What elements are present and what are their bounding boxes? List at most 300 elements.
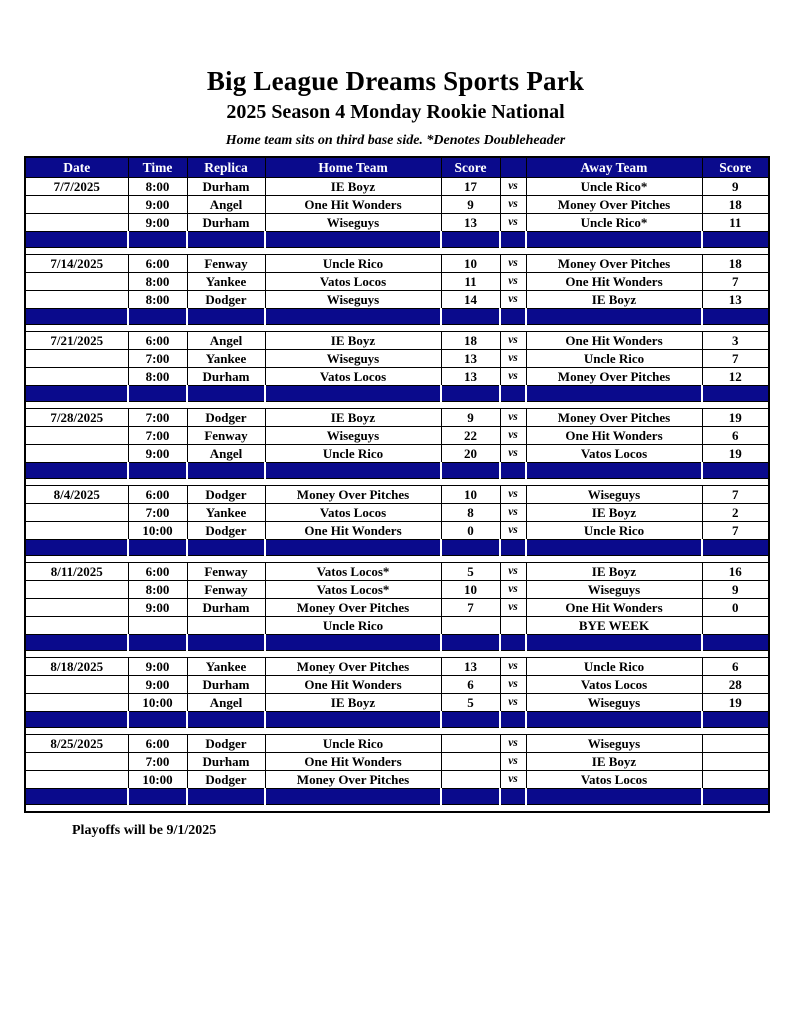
time-cell: 7:00 — [128, 350, 187, 368]
vs-cell: vs — [500, 581, 526, 599]
separator-cell — [187, 232, 265, 248]
separator-row — [25, 789, 769, 805]
separator-cell — [187, 635, 265, 651]
separator-cell — [25, 232, 128, 248]
away-score-cell: 28 — [702, 676, 769, 694]
vs-cell: vs — [500, 291, 526, 309]
date-cell — [25, 676, 128, 694]
separator-cell — [500, 309, 526, 325]
date-cell — [25, 214, 128, 232]
vs-cell: vs — [500, 753, 526, 771]
separator-cell — [187, 540, 265, 556]
vs-cell: vs — [500, 504, 526, 522]
replica-cell: Dodger — [187, 291, 265, 309]
away-team-cell: Uncle Rico — [526, 350, 702, 368]
home-team-cell: One Hit Wonders — [265, 196, 441, 214]
home-team-cell: Wiseguys — [265, 214, 441, 232]
home-score-cell: 10 — [441, 255, 500, 273]
separator-cell — [265, 463, 441, 479]
game-row — [25, 368, 769, 386]
replica-cell: Dodger — [187, 522, 265, 540]
replica-cell: Yankee — [187, 273, 265, 291]
away-score-cell: 16 — [702, 563, 769, 581]
separator-cell — [526, 309, 702, 325]
away-score-cell: 19 — [702, 409, 769, 427]
time-cell: 6:00 — [128, 255, 187, 273]
date-cell: 8/25/2025 — [25, 735, 128, 753]
separator-row — [25, 540, 769, 556]
game-row — [25, 332, 769, 350]
spacer-cell — [25, 556, 769, 563]
separator-cell — [702, 540, 769, 556]
vs-cell: vs — [500, 599, 526, 617]
vs-cell: vs — [500, 694, 526, 712]
replica-cell: Durham — [187, 368, 265, 386]
home-team-cell: Wiseguys — [265, 350, 441, 368]
away-score-cell: 12 — [702, 368, 769, 386]
game-row — [25, 599, 769, 617]
away-score-cell: 19 — [702, 445, 769, 463]
replica-cell: Fenway — [187, 563, 265, 581]
separator-cell — [500, 540, 526, 556]
separator-cell — [441, 232, 500, 248]
time-cell: 9:00 — [128, 658, 187, 676]
game-row — [25, 214, 769, 232]
col-header-home-score: Score — [441, 157, 500, 178]
vs-cell: vs — [500, 563, 526, 581]
date-cell — [25, 350, 128, 368]
game-row — [25, 504, 769, 522]
home-team-cell: Money Over Pitches — [265, 658, 441, 676]
date-cell: 7/14/2025 — [25, 255, 128, 273]
replica-cell: Yankee — [187, 658, 265, 676]
separator-row — [25, 232, 769, 248]
date-cell — [25, 617, 128, 635]
separator-cell — [526, 386, 702, 402]
playoffs-note: Playoffs will be 9/1/2025 — [72, 823, 217, 838]
separator-cell — [128, 463, 187, 479]
date-cell — [25, 291, 128, 309]
home-team-cell: Uncle Rico — [265, 735, 441, 753]
replica-cell: Durham — [187, 599, 265, 617]
separator-cell — [265, 540, 441, 556]
home-team-cell: IE Boyz — [265, 409, 441, 427]
home-score-cell: 9 — [441, 196, 500, 214]
separator-cell — [702, 232, 769, 248]
spacer-row — [25, 651, 769, 658]
vs-cell: vs — [500, 273, 526, 291]
replica-cell: Dodger — [187, 486, 265, 504]
time-cell: 9:00 — [128, 599, 187, 617]
home-score-cell: 8 — [441, 504, 500, 522]
vs-cell: vs — [500, 214, 526, 232]
col-header-replica: Replica — [187, 157, 265, 178]
away-score-cell: 6 — [702, 427, 769, 445]
spacer-row — [25, 402, 769, 409]
separator-cell — [441, 635, 500, 651]
col-header-time: Time — [128, 157, 187, 178]
game-row — [25, 255, 769, 273]
home-score-cell: 9 — [441, 409, 500, 427]
replica-cell: Durham — [187, 178, 265, 196]
away-score-cell: 18 — [702, 196, 769, 214]
separator-cell — [187, 712, 265, 728]
vs-cell: vs — [500, 522, 526, 540]
home-score-cell: 11 — [441, 273, 500, 291]
home-team-cell: Vatos Locos* — [265, 563, 441, 581]
separator-cell — [702, 635, 769, 651]
home-score-cell — [441, 753, 500, 771]
spacer-row — [25, 728, 769, 735]
home-team-cell: IE Boyz — [265, 332, 441, 350]
time-cell: 10:00 — [128, 522, 187, 540]
separator-cell — [500, 463, 526, 479]
away-score-cell: 7 — [702, 522, 769, 540]
away-score-cell: 9 — [702, 178, 769, 196]
away-team-cell: Uncle Rico* — [526, 178, 702, 196]
vs-cell: vs — [500, 445, 526, 463]
replica-cell: Dodger — [187, 771, 265, 789]
away-score-cell: 6 — [702, 658, 769, 676]
date-cell — [25, 599, 128, 617]
away-team-cell: Uncle Rico* — [526, 214, 702, 232]
game-row — [25, 291, 769, 309]
date-cell — [25, 522, 128, 540]
vs-cell — [500, 617, 526, 635]
separator-row — [25, 309, 769, 325]
away-score-cell — [702, 617, 769, 635]
time-cell: 7:00 — [128, 753, 187, 771]
separator-cell — [265, 712, 441, 728]
game-row — [25, 409, 769, 427]
replica-cell: Durham — [187, 676, 265, 694]
time-cell: 6:00 — [128, 563, 187, 581]
home-team-cell: Uncle Rico — [265, 617, 441, 635]
spacer-row — [25, 805, 769, 813]
time-cell: 6:00 — [128, 735, 187, 753]
game-row — [25, 522, 769, 540]
away-score-cell: 9 — [702, 581, 769, 599]
home-score-cell: 10 — [441, 581, 500, 599]
away-team-cell: IE Boyz — [526, 504, 702, 522]
replica-cell — [187, 617, 265, 635]
replica-cell: Yankee — [187, 350, 265, 368]
home-team-cell: Uncle Rico — [265, 445, 441, 463]
separator-cell — [128, 789, 187, 805]
col-header-home-team: Home Team — [265, 157, 441, 178]
away-score-cell: 18 — [702, 255, 769, 273]
separator-cell — [265, 635, 441, 651]
away-team-cell: One Hit Wonders — [526, 427, 702, 445]
date-cell: 8/11/2025 — [25, 563, 128, 581]
away-team-cell: One Hit Wonders — [526, 273, 702, 291]
home-team-cell: Uncle Rico — [265, 255, 441, 273]
separator-cell — [702, 309, 769, 325]
time-cell: 9:00 — [128, 214, 187, 232]
home-team-cell: IE Boyz — [265, 694, 441, 712]
separator-cell — [441, 309, 500, 325]
game-row — [25, 658, 769, 676]
separator-cell — [128, 635, 187, 651]
separator-cell — [25, 635, 128, 651]
date-cell — [25, 368, 128, 386]
separator-cell — [500, 635, 526, 651]
home-team-cell: Vatos Locos — [265, 504, 441, 522]
col-header-away-score: Score — [702, 157, 769, 178]
home-team-cell: Money Over Pitches — [265, 486, 441, 504]
away-team-cell: One Hit Wonders — [526, 599, 702, 617]
date-cell — [25, 504, 128, 522]
home-score-cell: 20 — [441, 445, 500, 463]
date-cell: 7/7/2025 — [25, 178, 128, 196]
home-score-cell: 6 — [441, 676, 500, 694]
date-cell — [25, 581, 128, 599]
separator-cell — [265, 789, 441, 805]
separator-cell — [265, 309, 441, 325]
date-cell: 7/28/2025 — [25, 409, 128, 427]
game-row — [25, 486, 769, 504]
home-score-cell: 18 — [441, 332, 500, 350]
schedule-note: Home team sits on third base side. *Denotes Doubleheader — [225, 133, 566, 148]
separator-cell — [441, 386, 500, 402]
vs-cell: vs — [500, 658, 526, 676]
col-header-away-team: Away Team — [526, 157, 702, 178]
game-row — [25, 350, 769, 368]
separator-cell — [526, 635, 702, 651]
home-team-cell: One Hit Wonders — [265, 753, 441, 771]
separator-row — [25, 463, 769, 479]
home-score-cell: 14 — [441, 291, 500, 309]
time-cell: 7:00 — [128, 504, 187, 522]
separator-cell — [526, 789, 702, 805]
away-team-cell: IE Boyz — [526, 753, 702, 771]
separator-cell — [265, 232, 441, 248]
away-team-cell: One Hit Wonders — [526, 332, 702, 350]
away-team-cell: IE Boyz — [526, 563, 702, 581]
separator-cell — [702, 789, 769, 805]
page-title: Big League Dreams Sports Park — [206, 66, 585, 96]
separator-cell — [526, 540, 702, 556]
replica-cell: Dodger — [187, 409, 265, 427]
date-cell — [25, 753, 128, 771]
home-team-cell: Money Over Pitches — [265, 599, 441, 617]
time-cell: 10:00 — [128, 771, 187, 789]
separator-cell — [500, 232, 526, 248]
home-score-cell: 5 — [441, 563, 500, 581]
away-team-cell: BYE WEEK — [526, 617, 702, 635]
away-score-cell: 3 — [702, 332, 769, 350]
separator-cell — [187, 386, 265, 402]
game-row — [25, 581, 769, 599]
separator-cell — [702, 463, 769, 479]
bye-row — [25, 617, 769, 635]
game-row — [25, 563, 769, 581]
spacer-cell — [25, 325, 769, 332]
home-score-cell: 13 — [441, 214, 500, 232]
home-team-cell: Vatos Locos — [265, 368, 441, 386]
vs-cell: vs — [500, 427, 526, 445]
spacer-row — [25, 325, 769, 332]
replica-cell: Angel — [187, 694, 265, 712]
separator-cell — [441, 540, 500, 556]
away-score-cell: 13 — [702, 291, 769, 309]
away-score-cell — [702, 735, 769, 753]
separator-cell — [128, 309, 187, 325]
separator-cell — [702, 712, 769, 728]
separator-row — [25, 712, 769, 728]
home-team-cell: IE Boyz — [265, 178, 441, 196]
schedule-body — [25, 178, 769, 813]
home-score-cell — [441, 617, 500, 635]
home-team-cell: Wiseguys — [265, 427, 441, 445]
game-row — [25, 735, 769, 753]
away-score-cell: 7 — [702, 486, 769, 504]
away-team-cell: Vatos Locos — [526, 676, 702, 694]
spacer-cell — [25, 651, 769, 658]
spacer-cell — [25, 728, 769, 735]
spacer-row — [25, 479, 769, 486]
separator-row — [25, 635, 769, 651]
game-row — [25, 753, 769, 771]
away-score-cell — [702, 753, 769, 771]
separator-cell — [25, 463, 128, 479]
vs-cell: vs — [500, 350, 526, 368]
date-cell — [25, 771, 128, 789]
date-cell — [25, 694, 128, 712]
separator-cell — [265, 386, 441, 402]
header-row — [25, 157, 769, 178]
game-row — [25, 445, 769, 463]
separator-cell — [25, 789, 128, 805]
home-score-cell: 5 — [441, 694, 500, 712]
page-subtitle: 2025 Season 4 Monday Rookie National — [226, 101, 565, 123]
separator-row — [25, 386, 769, 402]
home-team-cell: Money Over Pitches — [265, 771, 441, 789]
separator-cell — [500, 386, 526, 402]
replica-cell: Durham — [187, 214, 265, 232]
vs-cell: vs — [500, 409, 526, 427]
replica-cell: Fenway — [187, 427, 265, 445]
time-cell: 10:00 — [128, 694, 187, 712]
replica-cell: Angel — [187, 196, 265, 214]
home-team-cell: Vatos Locos* — [265, 581, 441, 599]
vs-cell: vs — [500, 735, 526, 753]
home-team-cell: One Hit Wonders — [265, 522, 441, 540]
vs-cell: vs — [500, 771, 526, 789]
home-score-cell: 0 — [441, 522, 500, 540]
separator-cell — [526, 463, 702, 479]
date-cell — [25, 196, 128, 214]
away-score-cell: 2 — [702, 504, 769, 522]
away-team-cell: Money Over Pitches — [526, 255, 702, 273]
away-team-cell: Money Over Pitches — [526, 196, 702, 214]
vs-cell: vs — [500, 332, 526, 350]
separator-cell — [526, 232, 702, 248]
game-row — [25, 427, 769, 445]
home-team-cell: Vatos Locos — [265, 273, 441, 291]
away-team-cell: Money Over Pitches — [526, 368, 702, 386]
home-score-cell — [441, 771, 500, 789]
home-team-cell: One Hit Wonders — [265, 676, 441, 694]
separator-cell — [25, 386, 128, 402]
away-score-cell: 7 — [702, 273, 769, 291]
separator-cell — [128, 232, 187, 248]
away-team-cell: Money Over Pitches — [526, 409, 702, 427]
replica-cell: Angel — [187, 445, 265, 463]
time-cell: 7:00 — [128, 427, 187, 445]
vs-cell: vs — [500, 255, 526, 273]
separator-cell — [526, 712, 702, 728]
away-team-cell: Vatos Locos — [526, 771, 702, 789]
col-header-date: Date — [25, 157, 128, 178]
col-header-vs — [500, 157, 526, 178]
time-cell: 7:00 — [128, 409, 187, 427]
game-row — [25, 694, 769, 712]
away-team-cell: Uncle Rico — [526, 522, 702, 540]
game-row — [25, 771, 769, 789]
separator-cell — [128, 540, 187, 556]
replica-cell: Angel — [187, 332, 265, 350]
date-cell: 8/4/2025 — [25, 486, 128, 504]
time-cell: 8:00 — [128, 273, 187, 291]
game-row — [25, 196, 769, 214]
separator-cell — [500, 789, 526, 805]
spacer-cell — [25, 479, 769, 486]
date-cell — [25, 273, 128, 291]
separator-cell — [187, 789, 265, 805]
separator-cell — [187, 309, 265, 325]
away-team-cell: Wiseguys — [526, 735, 702, 753]
schedule-table — [24, 156, 770, 813]
time-cell: 8:00 — [128, 291, 187, 309]
time-cell: 8:00 — [128, 368, 187, 386]
spacer-cell — [25, 805, 769, 813]
game-row — [25, 676, 769, 694]
date-cell: 7/21/2025 — [25, 332, 128, 350]
time-cell — [128, 617, 187, 635]
home-score-cell: 7 — [441, 599, 500, 617]
separator-cell — [25, 309, 128, 325]
away-team-cell: IE Boyz — [526, 291, 702, 309]
home-score-cell — [441, 735, 500, 753]
home-score-cell: 10 — [441, 486, 500, 504]
separator-cell — [500, 712, 526, 728]
separator-cell — [441, 463, 500, 479]
away-team-cell: Wiseguys — [526, 581, 702, 599]
separator-cell — [128, 386, 187, 402]
vs-cell: vs — [500, 178, 526, 196]
replica-cell: Fenway — [187, 255, 265, 273]
separator-cell — [25, 712, 128, 728]
separator-cell — [187, 463, 265, 479]
away-score-cell — [702, 771, 769, 789]
away-team-cell: Uncle Rico — [526, 658, 702, 676]
away-score-cell: 0 — [702, 599, 769, 617]
replica-cell: Durham — [187, 753, 265, 771]
time-cell: 6:00 — [128, 332, 187, 350]
time-cell: 8:00 — [128, 178, 187, 196]
time-cell: 6:00 — [128, 486, 187, 504]
away-score-cell: 19 — [702, 694, 769, 712]
replica-cell: Yankee — [187, 504, 265, 522]
separator-cell — [25, 540, 128, 556]
vs-cell: vs — [500, 196, 526, 214]
home-score-cell: 13 — [441, 350, 500, 368]
separator-cell — [128, 712, 187, 728]
replica-cell: Fenway — [187, 581, 265, 599]
home-score-cell: 22 — [441, 427, 500, 445]
date-cell — [25, 445, 128, 463]
